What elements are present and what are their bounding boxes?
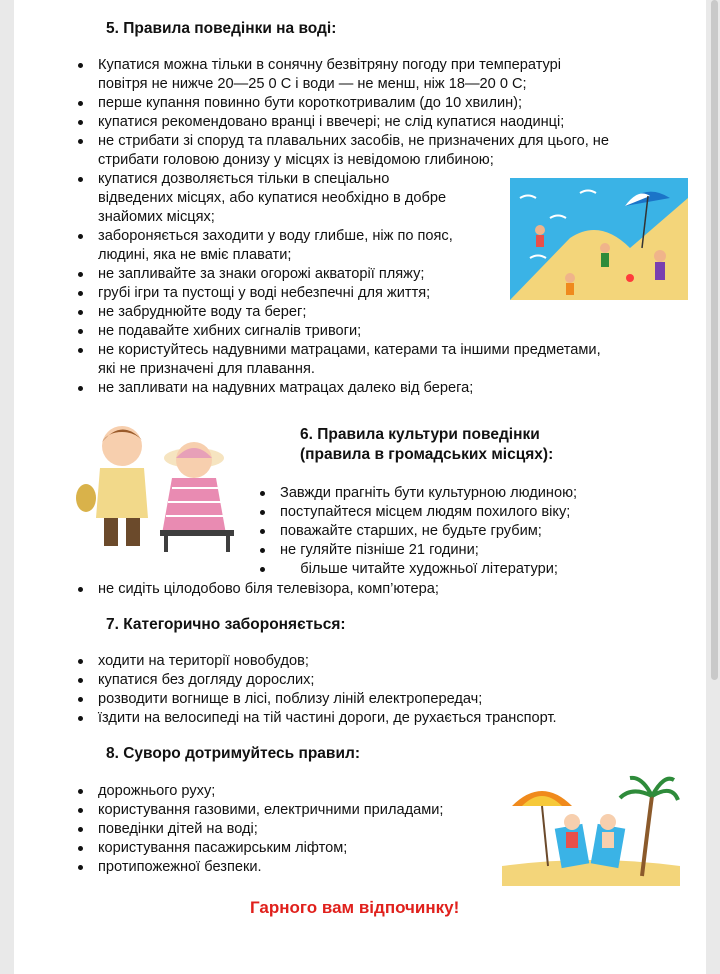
list-item: поступайтеся місцем людям похилого віку; [260,503,660,522]
list-item-line: купатися дозволяється тільки в спеціально [98,171,390,187]
section-5-title: 5. Правила поведінки на воді: [106,20,337,37]
list-item-line: перше купання повинно бути короткотривалим (до 10 хвилин); [98,95,523,111]
list-item: Завжди прагніть бути культурною людиною; [260,484,660,503]
section-6-extra-list [78,580,578,599]
list-item: протипожежної безпеки. [78,858,508,877]
list-item-line: забороняється заходити у воду глибше, ніж по пояс, [98,228,453,244]
list-item: розводити вогнище в лісі, поблизу ліній електропередач; [78,690,678,709]
list-item [78,132,688,170]
section-7-title: 7. Категорично забороняється: [106,616,346,633]
list-item: користування пасажирським ліфтом; [78,839,508,858]
list-item-line: знайомих місцях; [98,209,215,225]
list-item-line: не запливайте за знаки огорожі акваторії пляжу; [98,266,425,282]
list-item [78,94,688,113]
list-item-line: повітря не нижче 20—25 0 С і води — не менш, ніж 18—20 0 С; [98,76,527,92]
list-item-line: купатися рекомендовано вранці і ввечері; не слід купатися наодинці; [98,114,565,130]
list-item [78,379,688,398]
section-7-list [78,652,678,728]
list-item: користування газовими, електричними приладами; [78,801,508,820]
list-item: їздити на велосипеді на тій частині дороги, де рухається транспорт. [78,709,678,728]
children-couple-illustration [64,418,240,556]
list-item-line: відведених місцях, або купатися необхідно в добре [98,190,447,206]
list-item: поведінки дітей на воді; [78,820,508,839]
list-item-line: не користуйтесь надувними матрацами, катерами та іншими предметами, [98,342,601,358]
list-item: не сидіть цілодобово біля телевізора, комп’ютера; [78,580,578,599]
list-item-line: не забруднюйте воду та берег; [98,304,307,320]
section-6-title-line-2: (правила в громадських місцях): [300,446,554,463]
list-item: поважайте старших, не будьте грубим; [260,522,660,541]
list-item-line: Купатися можна тільки в сонячну безвітряну погоду при температурі [98,57,562,73]
list-item-line: не стрибати зі споруд та плавальних засобів, не призначених для цього, не [98,133,609,149]
list-item [78,113,688,132]
section-6-list [260,484,660,579]
list-item [78,303,688,322]
list-item-line: людині, яка не вміє плавати; [98,247,292,263]
list-item: дорожнього руху; [78,782,508,801]
list-item: більше читайте художньої літератури; [260,560,660,579]
beach-vacation-illustration [502,766,680,886]
list-item [78,56,688,94]
section-8-list [78,782,508,877]
list-item-line: які не призначені для плавання. [98,361,315,377]
list-item-line: не подавайте хибних сигналів тривоги; [98,323,362,339]
list-item: купатися без догляду дорослих; [78,671,678,690]
section-8-title: 8. Суворо дотримуйтесь правил: [106,745,360,762]
list-item: ходити на території новобудов; [78,652,678,671]
list-item-line: стрибати головою донизу у місцях із невідомою глибиною; [98,152,494,168]
list-item-line: грубі ігри та пустощі у воді небезпечні для життя; [98,285,431,301]
section-6-title-line-1: 6. Правила культури поведінки [300,426,540,443]
closing-message: Гарного вам відпочинку! [250,898,460,917]
list-item: не гуляйте пізніше 21 години; [260,541,660,560]
list-item [78,341,688,379]
list-item-line: не запливати на надувних матрацах далеко від берега; [98,380,474,396]
list-item [78,322,688,341]
beach-scene-illustration [510,178,688,300]
